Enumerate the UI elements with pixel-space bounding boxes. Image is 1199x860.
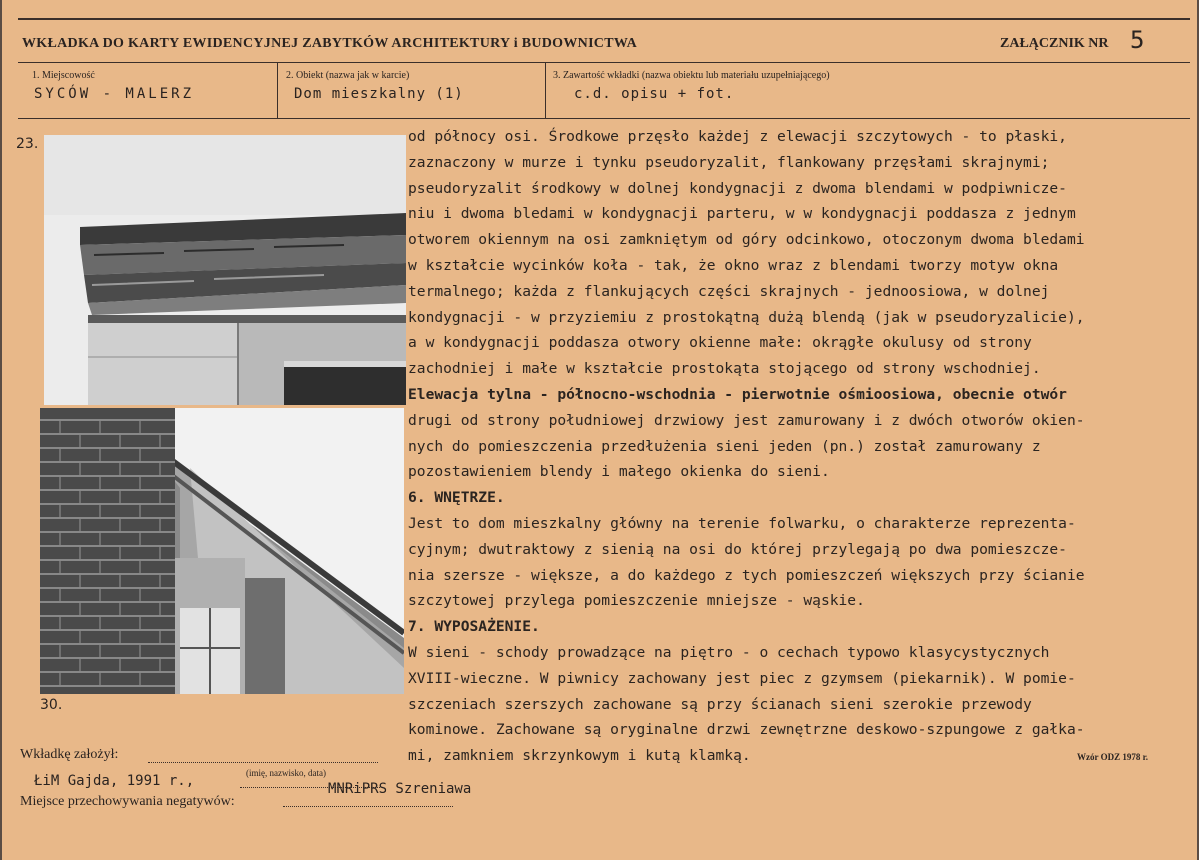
- annex-label: ZAŁĄCZNIK NR: [1000, 36, 1109, 51]
- form-code: Wzór ODZ 1978 r.: [1077, 752, 1148, 762]
- card-title: WKŁADKA DO KARTY EWIDENCYJNEJ ZABYTKÓW ARCHITEKTURY i BUDOWNICTWA: [22, 36, 638, 51]
- text-line: szczeniach szerszych zachowane są przy ścianach sieni szerokie przewody: [408, 695, 1032, 713]
- text-line: niu i dwoma bledami w kondygnacji parteru, w w kondygnacji poddasza z jednym: [408, 205, 1076, 223]
- photo-cornice: [44, 135, 406, 405]
- content-value: c.d. opisu + fot.: [574, 86, 735, 102]
- photo-brick-wall: [40, 408, 404, 694]
- text-line: szczytowej przylega pomieszczenie mniejsze - wąskie.: [408, 592, 865, 610]
- photo-number-bottom: 30.: [40, 697, 63, 713]
- text-line: od północy osi. Środkowe przęsło każdej z elewacji szczytowych - to płaski,: [408, 128, 1067, 145]
- text-line: nych do pomieszczenia przedłużenia sieni jeden (pn.) został zamurowany z: [408, 437, 1041, 455]
- text-line: zachodniej i małe w kształcie prostokąta stojącego od strony wschodniej.: [408, 360, 1041, 378]
- top-border: [18, 18, 1190, 20]
- field-divider-2: [545, 63, 546, 118]
- object-label: 2. Obiekt (nazwa jak w karcie): [286, 70, 410, 81]
- prepared-by-line: [148, 762, 378, 763]
- object-value: Dom mieszkalny (1): [294, 86, 464, 102]
- negatives-value: MNRiPRS Szreniawa: [328, 781, 472, 797]
- text-line: drugi od strony południowej drzwiowy jest zamurowany i z dwóch otworów okien-: [408, 411, 1085, 429]
- photo-number-top: 23.: [16, 136, 39, 152]
- text-line: kominowe. Zachowane są oryginalne drzwi zewnętrzne deskowo-szpungowe z gałka-: [408, 721, 1085, 739]
- text-line: 6. WNĘTRZE.: [408, 489, 505, 507]
- left-edge: [0, 0, 2, 860]
- text-line: Elewacja tylna - północno-wschodnia - pierwotnie ośmioosiowa, obecnie otwór: [408, 385, 1067, 403]
- text-line: cyjnym; dwutraktowy z sienią na osi do której przylegają po dwa pomieszcze-: [408, 540, 1067, 558]
- prepared-by-hint: (imię, nazwisko, data): [246, 768, 326, 778]
- text-line: kondygnacji - w przyziemiu z prostokątną dużą blendą (jak w pseudoryzalicie),: [408, 308, 1085, 326]
- field-divider-1: [277, 63, 278, 118]
- photo-brick-wall-image: [40, 408, 404, 694]
- text-line: a w kondygnacji poddasza otwory okienne małe: okrągłe okulusy od strony: [408, 334, 1032, 352]
- content-label: 3. Zawartość wkładki (nazwa obiektu lub materiału uzupełniającego): [553, 70, 830, 81]
- photo-cornice-image: [44, 135, 406, 405]
- text-line: Jest to dom mieszkalny główny na terenie folwarku, o charakterze reprezenta-: [408, 514, 1076, 532]
- text-line: w kształcie wycinków koła - tak, że okno wraz z blendami tworzy motyw okna: [408, 256, 1059, 274]
- negatives-line: [283, 806, 453, 807]
- text-line: mi, zamkniem skrzynkowym i kutą klamką.: [408, 747, 751, 765]
- prepared-by-label: Wkładkę założył:: [20, 747, 119, 762]
- header-underline: [18, 62, 1190, 63]
- text-line: nia szersze - większe, a do każdego z tych pomieszczeń większych przy ścianie: [408, 566, 1085, 584]
- text-line: XVIII-wieczne. W piwnicy zachowany jest piec z gzymsem (piekarnik). W pomie-: [408, 669, 1076, 687]
- text-line: pozostawieniem blendy i małego okienka do sieni.: [408, 463, 830, 481]
- text-line: zaznaczony w murze i tynku pseudoryzalit, flankowany przęsłami skrajnymi;: [408, 153, 1050, 171]
- annex-number: 5: [1130, 26, 1145, 54]
- locality-value: SYCÓW - MALERZ: [34, 86, 195, 102]
- description-text: [408, 124, 1198, 769]
- locality-label: 1. Miejscowość: [32, 70, 95, 81]
- text-line: W sieni - schody prowadzące na piętro - o cechach typowo klasycystycznych: [408, 643, 1050, 661]
- fields-underline: [18, 118, 1190, 119]
- negatives-label: Miejsce przechowywania negatywów:: [20, 794, 235, 809]
- text-line: termalnego; każda z flankujących części skrajnych - jednoosiowa, w dolnej: [408, 282, 1050, 300]
- text-line: 7. WYPOSAŻENIE.: [408, 618, 540, 636]
- prepared-by-value: ŁiM Gajda, 1991 r.,: [34, 773, 195, 789]
- text-line: otworem okiennym na osi zamkniętym od góry odcinkowo, otoczonym dwoma bledami: [408, 231, 1085, 249]
- text-line: pseudoryzalit środkowy w dolnej kondygnacji z dwoma blendami w podpiwnicze-: [408, 179, 1067, 197]
